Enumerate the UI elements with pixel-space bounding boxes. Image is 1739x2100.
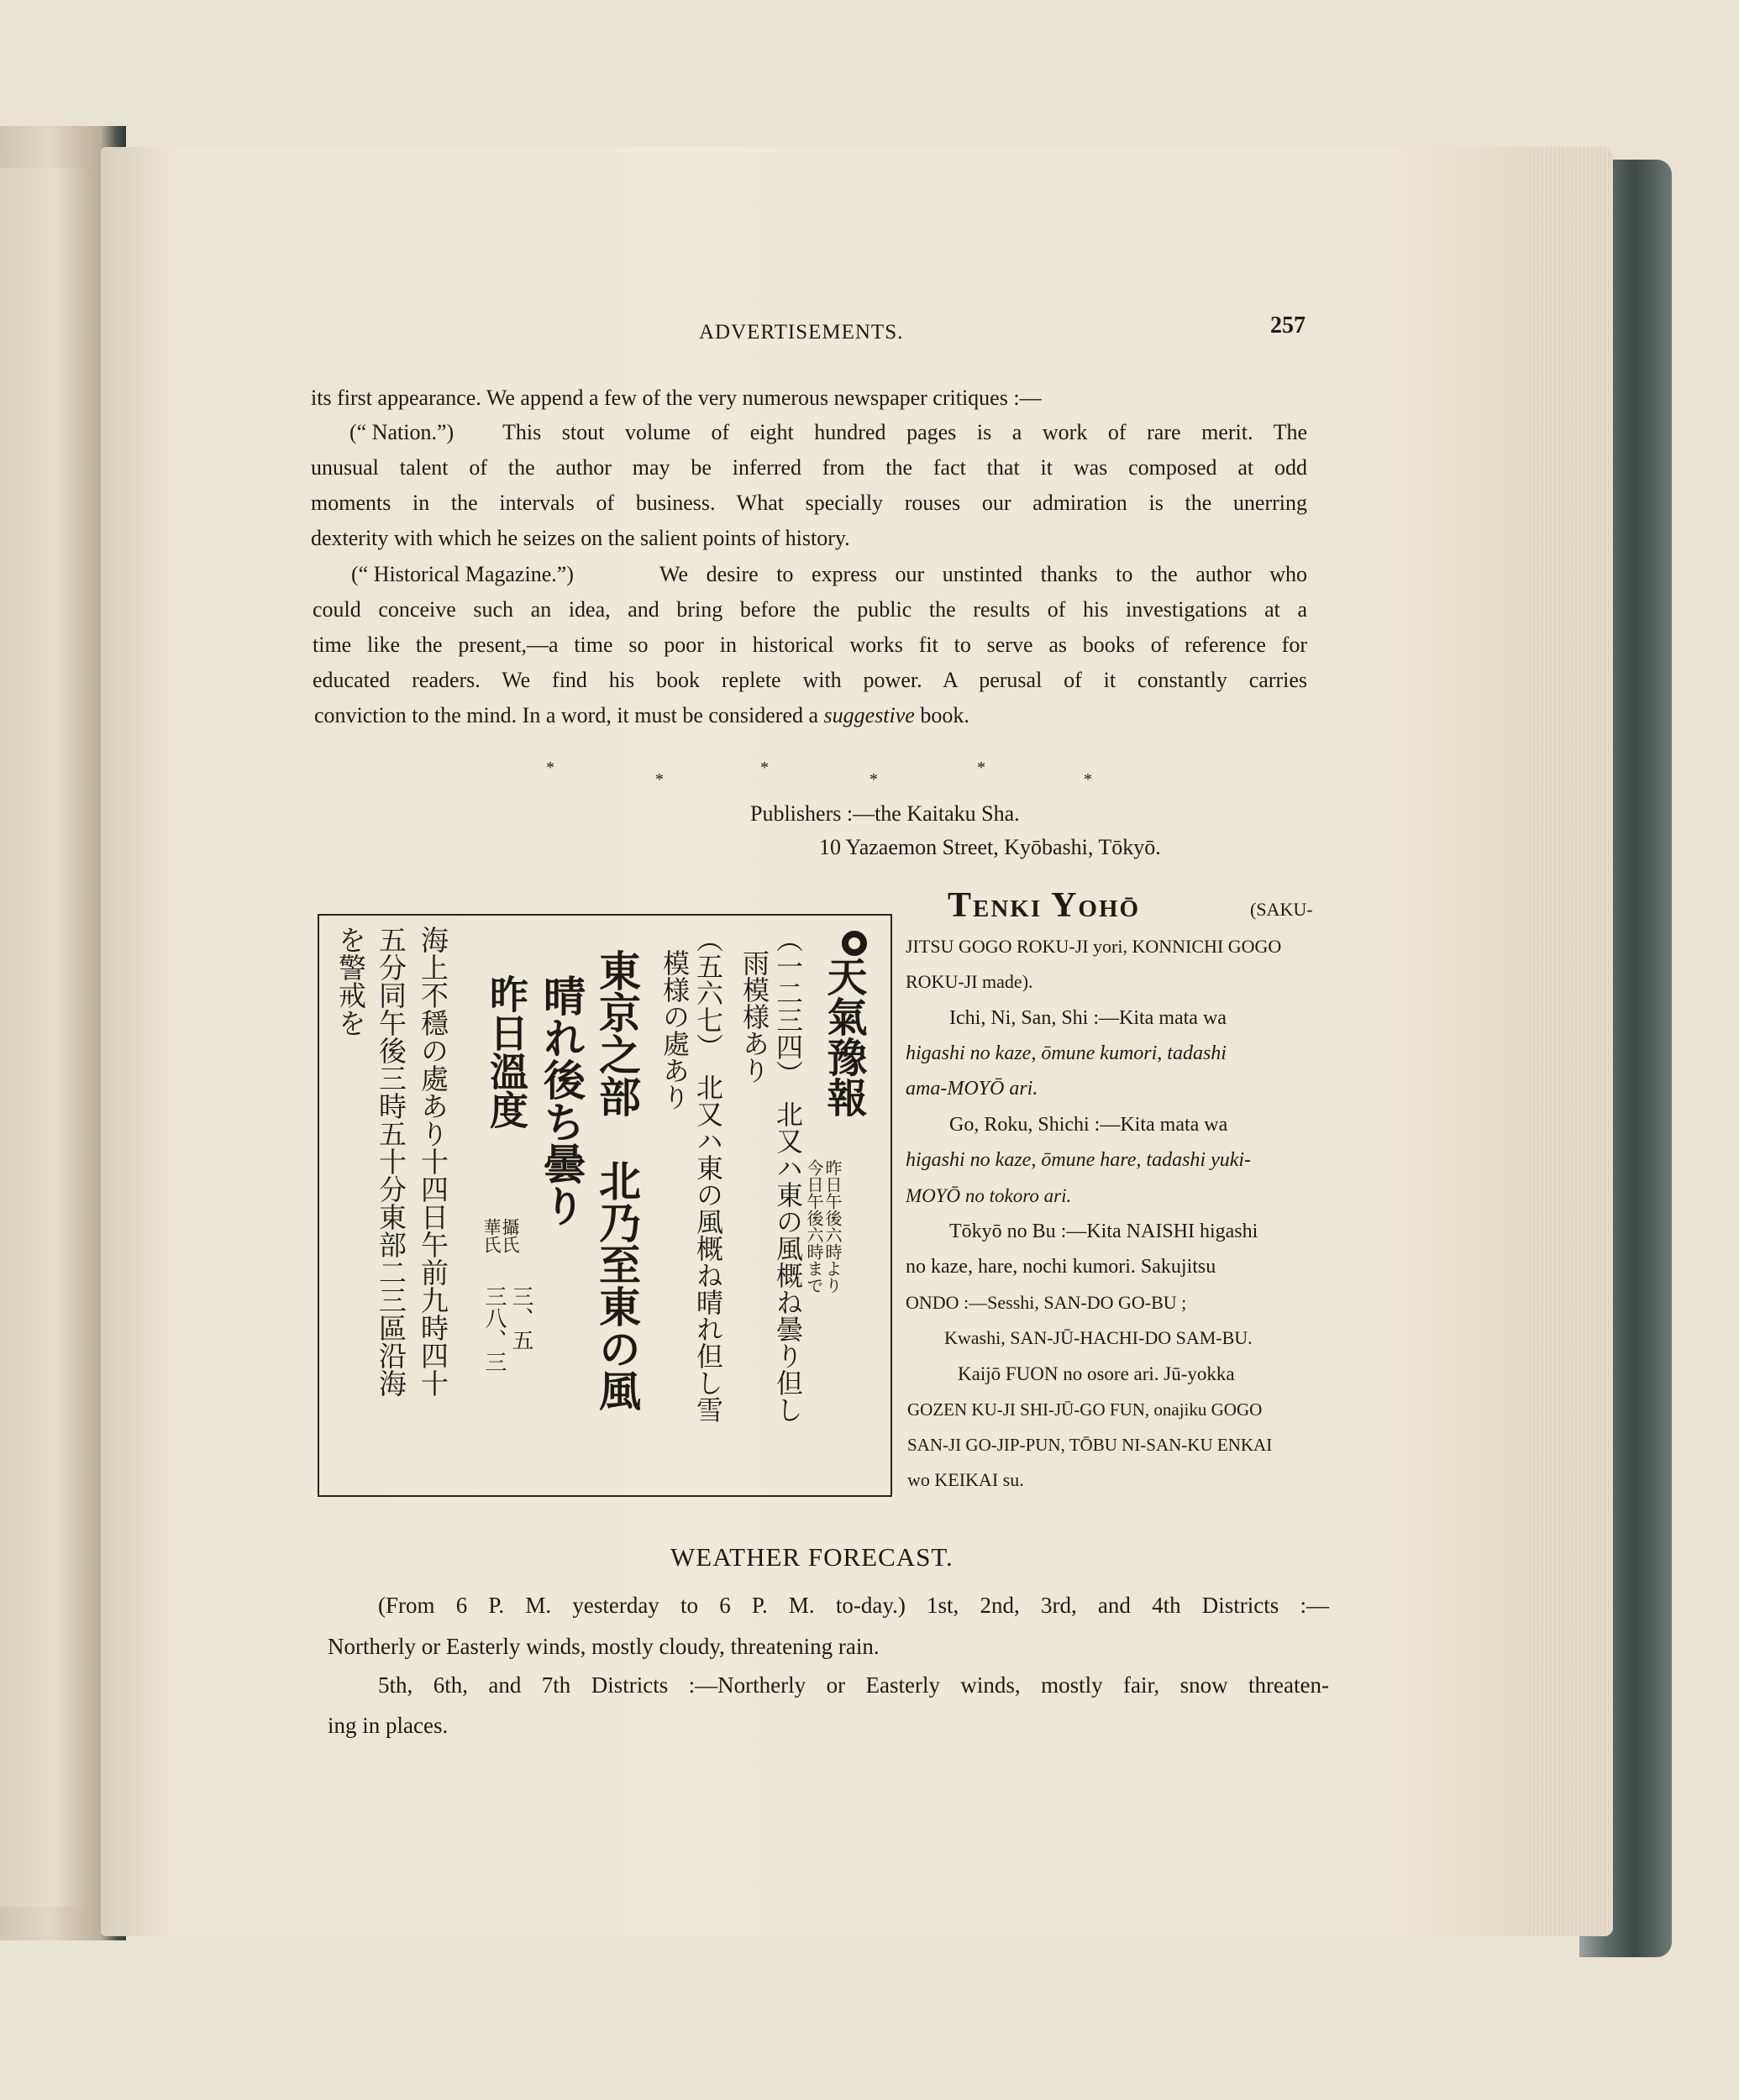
historical-line-2: could conceive such an idea, and bring before the public the results of his investigations at a xyxy=(313,597,1307,622)
romaji-line: MOYŌ no tokoro ari. xyxy=(906,1185,1072,1206)
romaji-line: JITSU GOGO ROKU-JI yori, KONNICHI GOGO xyxy=(906,936,1282,957)
romaji-line: ONDO :—Sesshi, SAN-DO GO-BU ; xyxy=(906,1292,1187,1313)
nation-line-1: This stout volume of eight hundred pages is a work of rare merit. The xyxy=(502,420,1307,444)
ornament-star: * xyxy=(870,770,878,789)
running-title: ADVERTISEMENTS. xyxy=(699,321,904,344)
review-intro: its first appearance. We append a few of the very numerous newspaper critiques :— xyxy=(311,386,1042,410)
romaji-line: Go, Roku, Shichi :—Kita mata wa xyxy=(949,1114,1228,1136)
historical-line-5-start: conviction to the mind. In a word, it must be considered a xyxy=(314,703,824,727)
japanese-col-6: 晴れ後ち曇り xyxy=(537,974,586,1226)
left-page-edge xyxy=(0,168,91,1907)
romaji-line: Kaijō FUON no osore ari. Jū-yokka xyxy=(958,1363,1235,1384)
japanese-col-3: （五六七） 北又ハ東の風概ね晴れ但し雪 xyxy=(692,926,724,1423)
japanese-col-5: 東京之部 北乃至東の風 xyxy=(592,949,641,1411)
historical-line-5-end: book. xyxy=(914,703,969,727)
historical-source: (“ Historical Magazine.”) xyxy=(351,562,574,586)
nation-source: (“ Nation.”) xyxy=(349,420,454,444)
nation-line-4: dexterity with which he seizes on the salient points of history. xyxy=(311,526,850,550)
nation-line-3: moments in the intervals of business. What specially rouses our admiration is the unerring xyxy=(311,491,1307,515)
japanese-title xyxy=(815,931,873,1117)
temp-celsius-label: 攝氏 xyxy=(500,1218,520,1253)
ornament-star: * xyxy=(760,759,769,777)
ornament-star: * xyxy=(546,759,554,777)
japanese-col-10: を警戒を xyxy=(334,926,367,1037)
ornament-star: * xyxy=(977,759,985,777)
japanese-col-2: 雨模様あり xyxy=(738,949,770,1084)
temp-fahrenheit-label: 華氏 xyxy=(481,1218,502,1253)
temp-fahrenheit-value: 三八、三 xyxy=(481,1285,507,1373)
romaji-line: ROKU-JI made). xyxy=(906,971,1033,992)
forecast-line-4: ing in places. xyxy=(328,1713,449,1738)
forecast-line-2: Northerly or Easterly winds, mostly cloudy, threatening rain. xyxy=(328,1634,880,1659)
japanese-col-7: 昨日溫度 xyxy=(484,974,529,1129)
nation-line-2: unusual talent of the author may be inferred from the fact that it was composed at odd xyxy=(311,455,1307,480)
publishers-address: 10 Yazaemon Street, Kyōbashi, Tōkyō. xyxy=(819,835,1161,859)
romaji-line: Kwashi, SAN-JŪ-HACHI-DO SAM-BU. xyxy=(944,1327,1253,1348)
forecast-heading: WEATHER FORECAST. xyxy=(670,1542,954,1572)
ornament-star: * xyxy=(1084,770,1092,789)
romaji-line: higashi no kaze, ōmune hare, tadashi yuki- xyxy=(906,1149,1252,1171)
romaji-title-text: Tenki Yohō xyxy=(948,886,1141,925)
romaji-title xyxy=(948,886,1140,925)
publishers-line: Publishers :—the Kaitaku Sha. xyxy=(750,801,1020,826)
romaji-title-suffix: (SAKU- xyxy=(1250,899,1313,920)
japanese-title-note xyxy=(805,1159,823,1294)
forecast-line-1: (From 6 P. M. yesterday to 6 P. M. to-day.) 1st, 2nd, 3rd, and 4th Districts :— xyxy=(378,1593,1329,1618)
title-note-2: 今日午後六時まで xyxy=(804,1159,824,1294)
romaji-line: Ichi, Ni, San, Shi :—Kita mata wa xyxy=(949,1007,1227,1029)
historical-line-5-italic: suggestive xyxy=(823,703,915,727)
ornament-star: * xyxy=(655,770,664,789)
japanese-col-8: 海上不穩の處あり十四日午前九時四十 xyxy=(417,926,449,1397)
japanese-title-text: 天氣豫報 xyxy=(820,956,867,1117)
japanese-col-4: 模様の處あり xyxy=(659,949,691,1110)
historical-line-1: We desire to express our unstinted thanks to the author who xyxy=(659,562,1307,586)
romaji-line: ama-MOYŌ ari. xyxy=(906,1078,1038,1100)
romaji-line: higashi no kaze, ōmune kumori, tadashi xyxy=(906,1042,1227,1064)
forecast-line-3: 5th, 6th, and 7th Districts :—Northerly or Easterly winds, mostly fair, snow threaten- xyxy=(378,1672,1329,1698)
title-note-1: 昨日午後六時より xyxy=(822,1159,843,1294)
circle-bullet-icon xyxy=(842,931,867,956)
romaji-line: wo KEIKAI su. xyxy=(907,1469,1024,1490)
historical-line-5 xyxy=(314,702,969,729)
romaji-line: no kaze, hare, nochi kumori. Sakujitsu xyxy=(906,1256,1216,1278)
japanese-title-note xyxy=(823,1159,842,1294)
romaji-line: GOZEN KU-JI SHI-JŪ-GO FUN, onajiku GOGO xyxy=(907,1399,1263,1420)
japanese-col-1: （一二三四） 北又ハ東の風概ね曇り但し xyxy=(772,926,804,1423)
historical-line-4: educated readers. We find his book replete with power. A perusal of it constantly carries xyxy=(313,668,1307,692)
japanese-forecast-box xyxy=(318,914,892,1497)
page-number: 257 xyxy=(1270,312,1306,339)
temp-celsius-value: 三、五 xyxy=(508,1285,533,1351)
romaji-line: SAN-JI GO-JIP-PUN, TŌBU NI-SAN-KU ENKAI xyxy=(907,1435,1273,1455)
romaji-line: Tōkyō no Bu :—Kita NAISHI higashi xyxy=(949,1221,1258,1242)
historical-line-3: time like the present,—a time so poor in historical works fit to serve as books of reference for xyxy=(313,633,1307,657)
japanese-col-9: 五分同午後三時五十分東部二三區沿海 xyxy=(375,926,407,1397)
